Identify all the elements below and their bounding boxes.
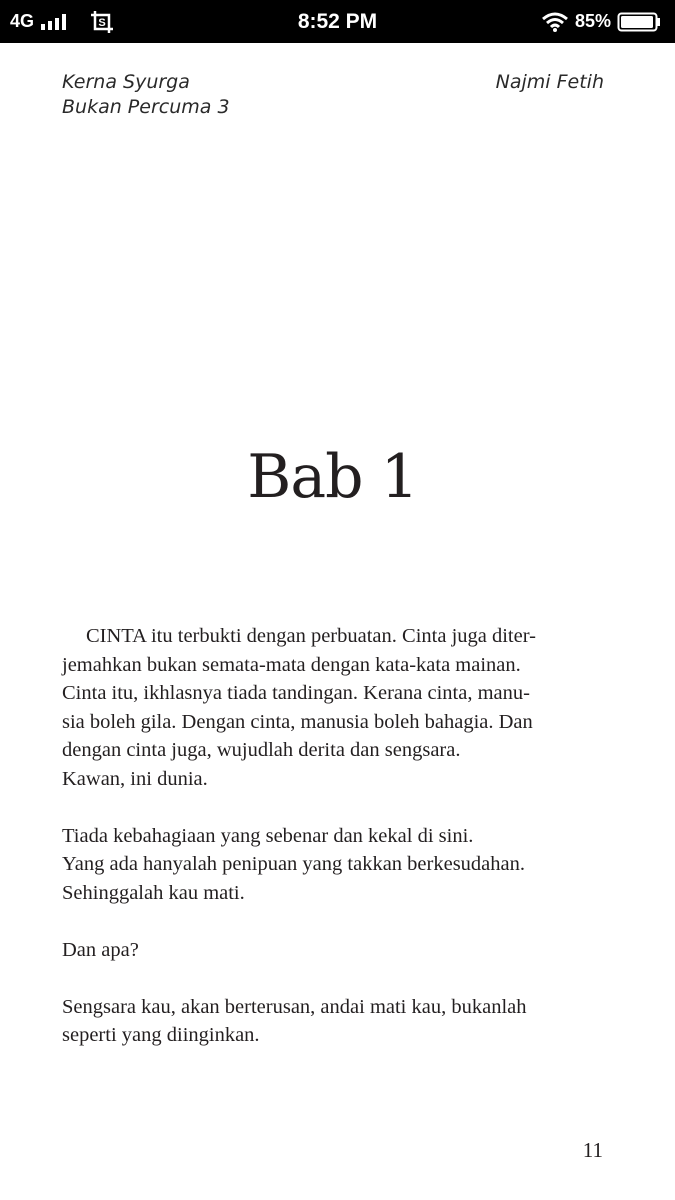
paragraph-gap xyxy=(62,907,610,936)
body-line: Kawan, ini dunia. xyxy=(62,767,208,790)
status-bar-left xyxy=(10,0,114,43)
book-title-line-1: Kerna Syurga xyxy=(62,71,190,93)
body-line: Sehinggalah kau mati. xyxy=(62,881,245,904)
wifi-icon xyxy=(541,12,569,32)
body-line: sia boleh gila. Dengan cinta, manusia boleh bahagia. Dan xyxy=(62,710,533,733)
body-line: dengan cinta juga, wujudlah derita dan sengsara. xyxy=(62,739,461,761)
page-number: 11 xyxy=(582,1138,603,1162)
status-bar xyxy=(0,0,675,43)
status-clock: 8:52 PM xyxy=(297,10,378,33)
chapter-title: Bab 1 xyxy=(247,442,418,512)
status-bar-right xyxy=(541,0,661,43)
body-line: Tiada kebahagiaan yang sebenar dan kekal di sini. xyxy=(62,824,474,847)
chapter-body xyxy=(62,622,610,1050)
paragraph-gap xyxy=(62,793,610,822)
book-title xyxy=(62,70,230,120)
body-line: jemahkan bukan semata-mata dengan kata-kata mainan. xyxy=(62,653,521,676)
body-line: Dan apa? xyxy=(62,938,139,961)
body-line: Sengsara kau, akan berterusan, andai mati kau, bukanlah xyxy=(62,995,527,1018)
battery-icon xyxy=(617,12,661,32)
signal-bars-icon xyxy=(40,13,70,31)
body-line: Cinta itu, ikhlasnya tiada tandingan. Kerana cinta, manu- xyxy=(62,682,530,704)
body-line: CINTA itu terbukti dengan perbuatan. Cinta juga diter- xyxy=(86,625,536,647)
body-line: seperti yang diinginkan. xyxy=(62,1024,260,1046)
network-type-label: 4G xyxy=(10,11,35,31)
svg-text:S: S xyxy=(98,16,106,29)
author-name: Najmi Fetih xyxy=(495,71,604,93)
paragraph-gap xyxy=(62,964,610,993)
body-line: Yang ada hanyalah penipuan yang takkan berkesudahan. xyxy=(62,853,526,875)
screenshot-icon xyxy=(90,10,114,34)
battery-percentage: 85% xyxy=(574,11,611,31)
book-title-line-2: Bukan Percuma 3 xyxy=(62,96,230,118)
